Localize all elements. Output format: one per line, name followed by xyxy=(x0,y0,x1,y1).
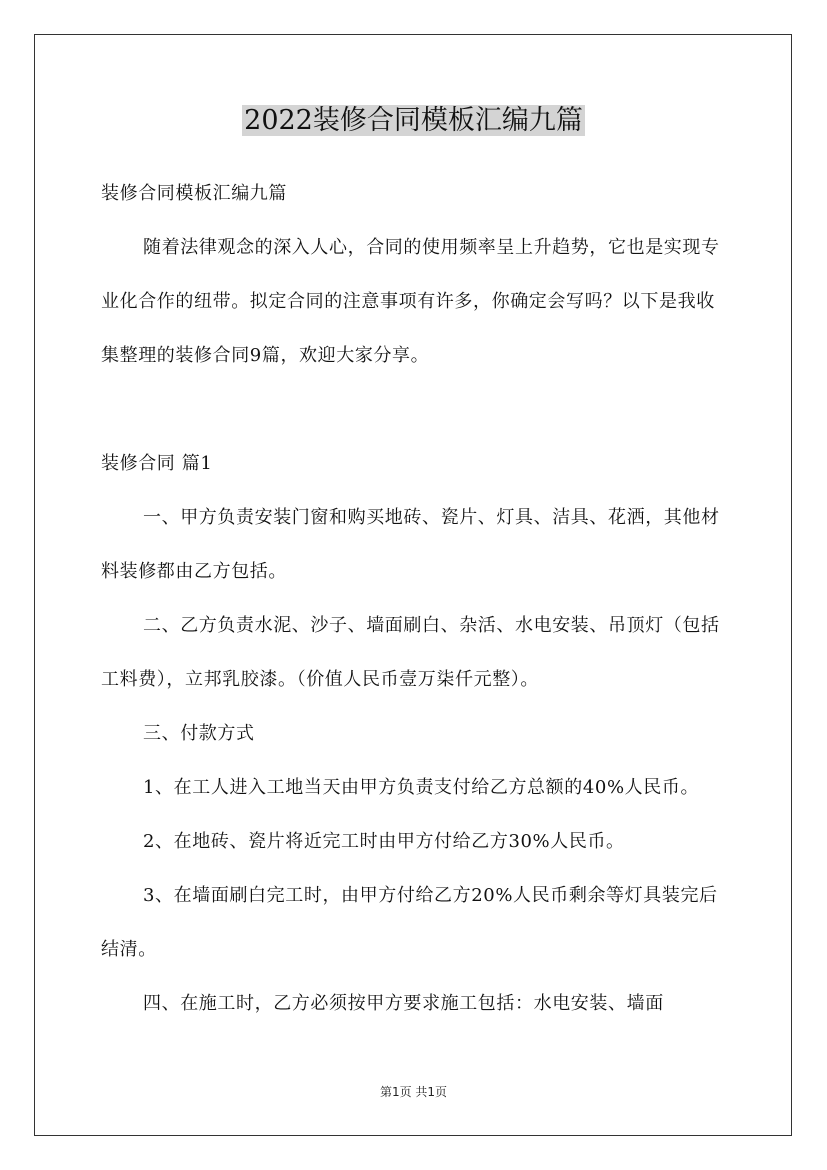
paragraph-6: 3、在墙面刷白完工时，由甲方付给乙方20%人民币剩余等灯具装完后结清。 xyxy=(101,885,718,960)
document-title-text: 2022装修合同模板汇编九篇 xyxy=(244,105,583,136)
paragraph-5: 2、在地砖、瓷片将近完工时由甲方付给乙方30%人民币。 xyxy=(143,831,625,852)
page-footer: 第1页 共1页 xyxy=(379,1085,448,1099)
paragraph-2: 二、乙方负责水泥、沙子、墙面刷白、杂活、水电安装、吊顶灯（包括工料费），立邦乳胶漆。（价值人民币壹万柒仟元整）。 xyxy=(101,615,720,690)
paragraph-4: 1、在工人进入工地当天由甲方负责支付给乙方总额的40%人民币。 xyxy=(143,777,700,798)
document-subtitle: 装修合同模板汇编九篇 xyxy=(101,183,287,204)
intro-paragraph: 随着法律观念的深入人心，合同的使用频率呈上升趋势，它也是实现专业化合作的纽带。拟定合同的注意事项有许多，你确定会写吗？以下是我收集整理的装修合同9篇，欢迎大家分享。 xyxy=(101,237,720,366)
paragraph-7: 四、在施工时，乙方必须按甲方要求施工包括：水电安装、墙面 xyxy=(143,993,664,1014)
paragraph-1: 一、甲方负责安装门窗和购买地砖、瓷片、灯具、洁具、花洒，其他材料装修都由乙方包括。 xyxy=(101,507,720,582)
section-heading: 装修合同 篇1 xyxy=(101,453,213,474)
paragraph-3: 三、付款方式 xyxy=(143,723,255,744)
document-title xyxy=(0,101,827,141)
